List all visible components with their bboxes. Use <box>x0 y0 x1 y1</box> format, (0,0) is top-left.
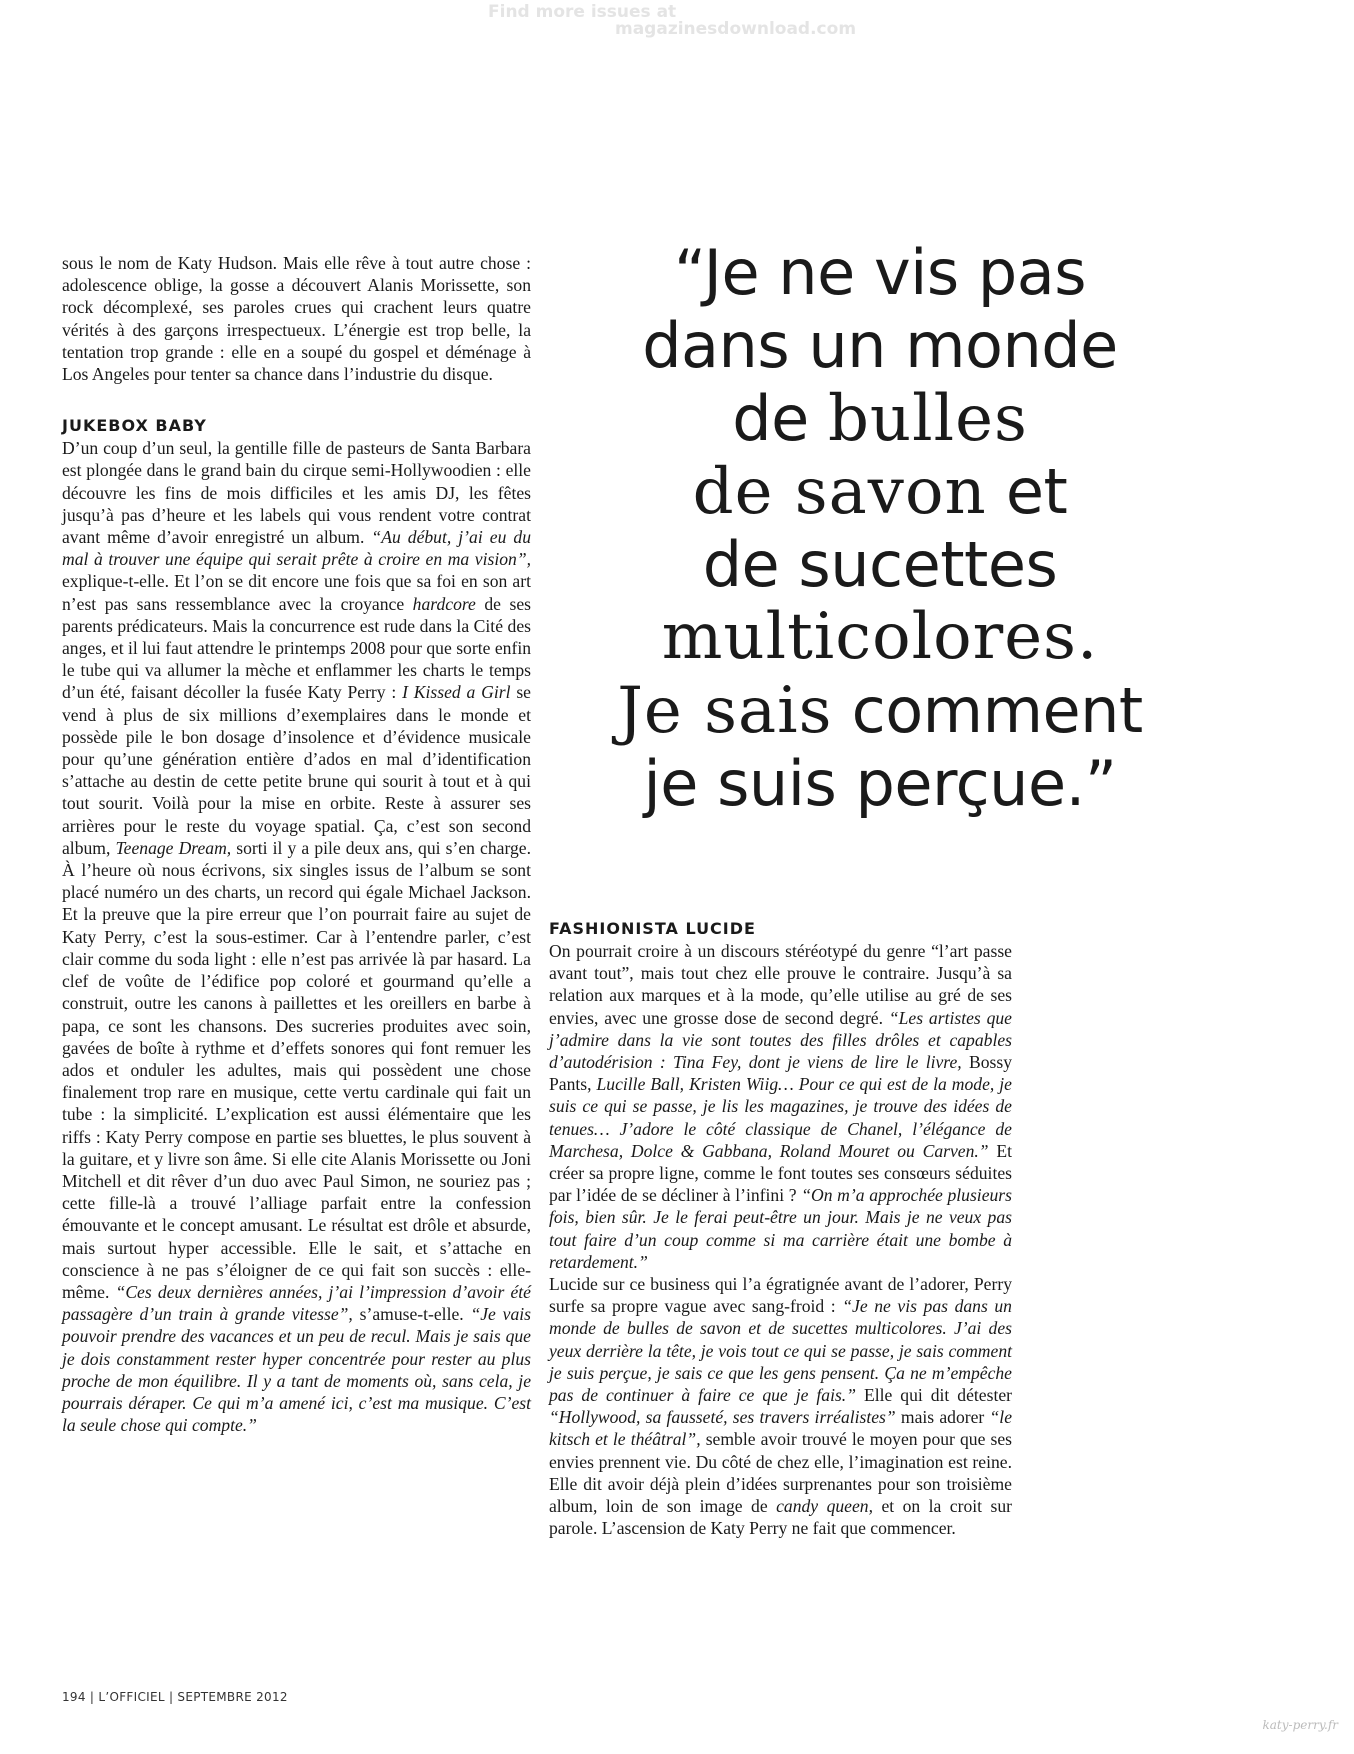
italic-term: hardcore <box>412 593 476 614</box>
body-text: et on la croit sur parole. L’ascension de Katy Perry ne fait que commencer. <box>549 1496 1012 1539</box>
fashionista-paragraph-2 <box>549 1273 1012 1539</box>
pull-quote-line-8: je suis perçue.” <box>643 747 1117 820</box>
pull-quote-line-4 <box>560 455 1200 528</box>
quote-text: Lucille Ball, Kristen Wiig… Pour ce qui est de la mode, je suis ce qui se passe, je lis les magazines, je trouve des idées de tenues… J’adore le côté classique de Chanel, l’élégance de Marchesa, Dolce & Gabbana, Roland Mouret ou Carven.” <box>549 1074 1012 1161</box>
pull-quote-fragment-serif: bulles <box>827 382 1028 456</box>
intro-paragraph: sous le nom de Katy Hudson. Mais elle rêve à tout autre chose : adolescence oblige, la gosse a découvert Alanis Morissette, son rock décomplexé, ses paroles crues qui crachent leurs quatre vérités à des garçons irrespectueux. L’énergie est trop belle, la tentation trop grande : elle en a soupé du gospel et déménage à Los Angeles pour tenter sa chance dans l’industrie du disque. <box>62 253 531 385</box>
right-column <box>549 918 1012 1539</box>
watermark-line-2: magazinesdownload.com <box>615 19 857 39</box>
watermark-line-1: Find more issues at <box>488 2 677 22</box>
body-text: D’un coup d’un seul, la gentille fille de pasteurs de Santa Barbara est plongée dans le grand bain du cirque semi-Hollywoodien : elle découvre les fins de mois difficiles et les amis DJ, les fêtes jusqu’à pas d’heure et les labels qui vous rendent votre contrat avant même d’avoir enregistré un album. <box>62 438 531 548</box>
quote-text: “Je vais pouvoir prendre des vacances et un peu de recul. Mais je sais que je dois constamment rester hyper concentrée pour rester au plus proche de mon équilibre. Il y a tant de moments où, sans cela, je pourrais déraper. Ce qui m’a amené ici, c’est ma musique. C’est la seule chose qui compte.” <box>62 1304 531 1436</box>
body-text: semble avoir trouvé le moyen pour que ses envies prennent vie. Du côté de chez elle, l’imagination est reine. Elle dit avoir déjà plein d’idées surprenantes pour son troisième album, loin de son image de <box>549 1429 1012 1517</box>
quote-text: “le kitsch et le théâtral”, <box>549 1407 1012 1450</box>
pull-quote-line-7 <box>560 674 1200 747</box>
watermark <box>440 4 860 38</box>
body-text: s’amuse-t-elle. <box>352 1304 471 1325</box>
quote-text: “Au début, j’ai eu du mal à trouver une équipe qui serait prête à croire en ma vision”, <box>62 527 531 570</box>
album-title: Teenage Dream, <box>115 837 232 858</box>
quote-text: “Hollywood, sa fausseté, ses travers irréalistes” <box>549 1407 896 1428</box>
pull-quote-fragment-serif: Je sais <box>617 674 833 748</box>
body-text: explique-t-elle. Et l’on se dit encore une fois que sa foi en son art n’est pas sans ressemblance avec la croyance <box>62 571 531 614</box>
pull-quote-fragment: et <box>986 455 1068 528</box>
body-text: sorti il y a pile deux ans, qui s’en charge. À l’heure où nous écrivons, six singles issus de l’album se sont placé numéro un des charts, un record qui égale Michael Jackson. Et la preuve que la pire erreur que l’on pourrait faire au sujet de Katy Perry, c’est la sous-estimer. Car à l’entendre parler, c’est clair comme du soda light : elle n’est pas arrivée là par hasard. La clef de voûte de l’édifice pop coloré et gourmand qu’elle a construit, outre les canons à paillettes et les oreillers en barbe à papa, ce sont les chansons. Des sucreries produites avec soin, gavées de boîte à rythme et d’effets sonores qui font remuer les ados et onduler les adultes, mais qui possèdent une chose finalement trop rare en musique, cette vertu cardinale qui fait un tube : la simplicité. L’explication est aussi élémentaire que les riffs : Katy Perry compose en partie ses bluettes, le plus souvent à la guitare, et y livre son âme. Si elle cite Alanis Morissette ou Joni Mitchell et dit rêver d’un duo avec Paul Simon, ne souriez pas ; cette fille-là a trouvé l’alliage parfait entre la confession émouvante et le concept amusant. Le résultat est drôle et absurde, mais surtout hyper accessible. Elle le sait, et s’attache en conscience à ne pas s’éloigner de ce qui fait son succès : elle-même. <box>62 837 531 1302</box>
pull-quote-line-2: dans un monde <box>642 309 1118 382</box>
pull-quote <box>560 236 1200 820</box>
body-text: mais adorer <box>895 1407 990 1428</box>
left-column <box>62 252 531 1436</box>
page-footer-folio: 194 | L’OFFICIEL | SEPTEMBRE 2012 <box>62 1690 288 1704</box>
jukebox-baby-paragraph <box>62 437 531 1436</box>
section-heading-jukebox-baby: JUKEBOX BABY <box>62 416 207 436</box>
spacer <box>62 385 531 415</box>
book-title: Bossy Pants, <box>549 1052 1013 1095</box>
quote-text: “Les artistes que j’admire dans la vie sont toutes des filles drôles et capables d’autodérision : Tina Fey, dont je viens de lire le livre, <box>549 1007 1012 1073</box>
body-text: de ses parents prédicateurs. Mais la concurrence est rude dans la Cité des anges, et il lui faut attendre le printemps 2008 pour que sorte enfin le tube qui va allumer la mèche et enflammer les charts le temps d’un été, faisant décoller la fusée Katy Perry : <box>62 593 531 703</box>
pull-quote-line-6: multicolores. <box>661 600 1099 674</box>
pull-quote-fragment-serif: de savon <box>692 455 987 529</box>
body-text: Lucide sur ce business qui l’a égratignée avant de l’adorer, Perry surfe sa propre vague avec sang-froid : <box>549 1274 1012 1317</box>
body-text: Et créer sa propre ligne, comme le font toutes ses consœurs séduites par l’idée de se décliner à l’infini ? <box>549 1140 1012 1206</box>
italic-term: candy queen, <box>776 1496 873 1517</box>
song-title: I Kissed a Girl <box>402 682 511 703</box>
pull-quote-line-5: de sucettes <box>702 528 1058 601</box>
pull-quote-line-1: “Je ne vis pas <box>673 236 1087 309</box>
corner-watermark: katy-perry.fr <box>1262 1718 1338 1732</box>
body-text: On pourrait croire à un discours stéréotypé du genre “l’art passe avant tout”, mais tout chez elle prouve le contraire. Jusqu’à sa relation aux marques et à la mode, qu’elle utilise au gré de ses envies, avec une grosse dose de second degré. <box>549 941 1012 1028</box>
quote-text: “Je ne vis pas dans un monde de bulles de savon et de sucettes multicolores. J’ai des yeux derrière la tête, je vois tout ce qui se passe, je sais comment je suis perçue, je sais ce que les gens pensent. Ça ne m’empêche pas de continuer à faire ce que je fais.” <box>549 1296 1012 1406</box>
pull-quote-line-3 <box>560 382 1200 455</box>
body-text: se vend à plus de six millions d’exemplaires dans le monde et possède pile le bon dosage d’insolence et d’évidence musicale pour qu’une génération entière d’ados en mal d’identification s’attache au destin de cette petite brune qui sourit à tout et à qui tout sourit. Voilà pour la mise en orbite. Reste à assurer ses arrières pour le reste du voyage spatial. Ça, c’est son second album, <box>62 682 531 858</box>
quote-text: “On m’a approchée plusieurs fois, bien sûr. Je le ferai peut-être un jour. Mais je ne veux pas tout faire d’un coup comme si ma carrière était une bombe à retardement.” <box>549 1185 1012 1272</box>
body-text: Elle qui dit détester <box>856 1385 1013 1406</box>
pull-quote-fragment: comment <box>832 674 1143 747</box>
quote-text: “Ces deux dernières années, j’ai l’impression d’avoir été passagère d’un train à grande vitesse”, <box>62 1281 531 1325</box>
section-heading-fashionista-lucide: FASHIONISTA LUCIDE <box>549 919 756 938</box>
pull-quote-fragment: de <box>732 382 828 455</box>
fashionista-paragraph-1 <box>549 940 1012 1273</box>
